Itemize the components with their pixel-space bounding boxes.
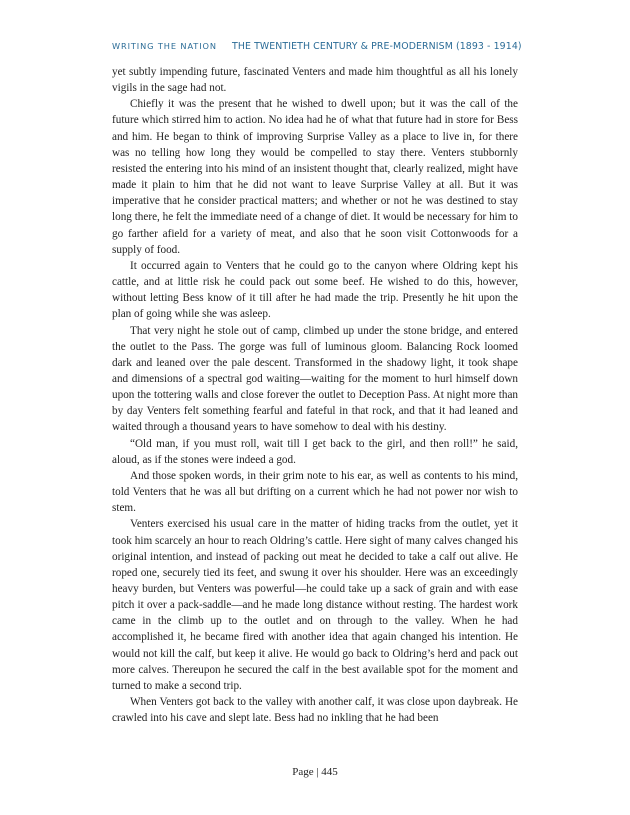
header-series-title: WRITING THE NATION: [112, 41, 217, 51]
paragraph: When Venters got back to the valley with another calf, it was close upon daybreak. He crawled into his cave and slept late. Bess had no inkling that he had been: [112, 696, 518, 725]
running-header: [112, 41, 532, 52]
paragraph: “Old man, if you must roll, wait till I get back to the girl, and then roll!” he said, aloud, as if the stones were indeed a god.: [112, 437, 518, 466]
body-text: [112, 64, 518, 726]
page-number: Page | 445: [292, 766, 338, 778]
paragraph: And those spoken words, in their grim note to his ear, as well as contents to his mind, told Venters that he was all but drifting on a current which he had not power nor wish to stem.: [112, 469, 518, 515]
paragraph: It occurred again to Venters that he could go to the canyon where Oldring kept his cattle, and at little risk he could pack out some beef. He wished to do this, however, without letting Bess know of it till after he had made the trip. Presently he hit upon the plan of going while she was asleep.: [112, 259, 518, 321]
paragraph: Chiefly it was the present that he wished to dwell upon; but it was the call of the future which stirred him to action. No idea had he of what that future had in store for Bess and him. He began to think of improving Surprise Valley as a place to live in, for there was no telling how long they would be compelled to stay there. Venters stubbornly resisted the entering into his mind of an insistent thought that, clearly realized, might have made it plain to him that he did not want to leave Surprise Valley at all. But it was imperative that he consider practical matters; and whether or not he was destined to stay long there, he felt the immediate need of a change of diet. It would be necessary for him to go farther afield for a variety of meat, and also that he soon visit Cottonwoods for a supply of food.: [112, 98, 518, 256]
paragraph: yet subtly impending future, fascinated Venters and made him thoughtful as all his lonely vigils in the sage had not.: [112, 66, 518, 95]
paragraph: That very night he stole out of camp, climbed up under the stone bridge, and entered the outlet to the Pass. The gorge was full of luminous gloom. Balancing Rock loomed dark and leaned over the pale descent. Transformed in the shadowy light, it took shape and dimensions of a spectral god waiting—waiting for the moment to hurl himself down upon the tottering walls and close forever the outlet to Deception Pass. At night more than by day Venters felt something fearful and fateful in that rock, and that it had leaned and waited through a thousand years to have somehow to deal with his destiny.: [112, 324, 518, 434]
paragraph: Venters exercised his usual care in the matter of hiding tracks from the outlet, yet it took him scarcely an hour to reach Oldring’s cattle. Here sight of many calves changed his original intention, and instead of packing out meat he decided to take a calf out alive. He roped one, securely tied its feet, and swung it over his shoulder. Here was an exceedingly heavy burden, but Venters was powerful—he could take up a sack of grain and with ease pitch it over a pack-saddle—and he made long distance without resting. The hardest work came in the climb up to the outlet and on through to the valley. When he had accomplished it, he became fired with another idea that again changed his intention. He would not kill the calf, but keep it alive. He would go back to Oldring’s herd and pack out more calves. Thereupon he secured the calf in the best available spot for the moment and turned to make a second trip.: [112, 518, 518, 692]
header-section-title: THE TWENTIETH CENTURY & PRE-MODERNISM (1893 - 1914): [232, 41, 522, 52]
